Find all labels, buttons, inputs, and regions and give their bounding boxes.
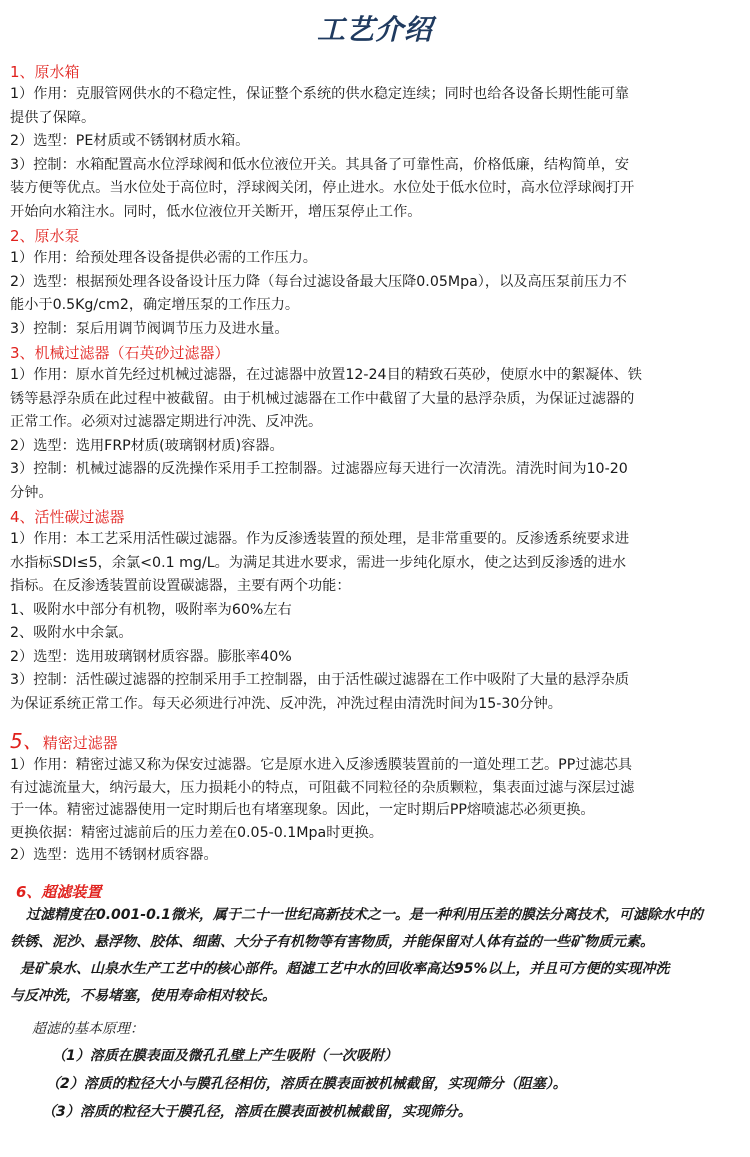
text-line: 正常工作。必须对过滤器定期进行冲洗、反冲洗。 (10, 414, 323, 430)
text-line: 铁锈、泥沙、悬浮物、胶体、细菌、大分子有机物等有害物质，并能保留对人体有益的一些矿物质元素。 (10, 933, 654, 950)
section-label: 精密过滤器 (42, 734, 118, 752)
section-ultrafiltration (10, 881, 740, 1126)
text-line: 能小于0.5Kg/cm2，确定增压泵的工作压力。 (10, 297, 300, 313)
text-line: 1）作用：精密过滤又称为保安过滤器。它是原水进入反渗透膜装置前的一道处理工艺。PP过滤芯具 (10, 757, 633, 773)
text-line: 装方便等优点。当水位处于高位时，浮球阀关闭，停止进水。水位处于低水位时，高水位浮球阀打开 (10, 180, 635, 196)
text-line: 2）选型：选用不锈钢材质容器。 (10, 847, 218, 863)
text-line: 与反冲洗，不易堵塞，使用寿命相对较长。 (10, 987, 276, 1004)
page-title: 工艺介绍 (316, 13, 433, 46)
text-line: 2）选型：选用FRP材质(玻璃钢材质)容器。 (10, 437, 284, 454)
text-line: 1、吸附水中部分有机物，吸附率为60%左右 (10, 601, 292, 618)
section-activated-carbon-filter (10, 506, 740, 716)
section-heading: 1、原水箱 (10, 63, 80, 81)
text-line: 3）控制：泵后用调节阀调节压力及进水量。 (10, 320, 289, 337)
document-body (10, 60, 740, 1126)
section-heading (10, 730, 740, 754)
text-line: 3）控制：机械过滤器的反洗操作采用手工控制器。过滤器应每天进行一次清洗。清洗时间为10-20 (10, 461, 628, 477)
text-line: 更换依据：精密过滤前后的压力差在0.05-0.1Mpa时更换。 (10, 824, 383, 841)
section-precision-filter (10, 730, 740, 867)
section-raw-water-pump (10, 225, 740, 341)
section-heading: 2、原水泵 (10, 227, 80, 245)
text-line: 2、吸附水中余氯。 (10, 625, 133, 641)
section-heading: 4、活性碳过滤器 (10, 508, 125, 526)
text-line: 1）作用：本工艺采用活性碳过滤器。作为反渗透装置的预处理，是非常重要的。反渗透系统要求进 (10, 531, 630, 547)
text-line: 指标。在反渗透装置前设置碳滤器，主要有两个功能： (10, 578, 351, 594)
text-line: 1）作用：原水首先经过机械过滤器，在过滤器中放置12-24目的精致石英砂，使原水中的絮凝体、铁 (10, 367, 642, 383)
text-line: 锈等悬浮杂质在此过程中被截留。由于机械过滤器在工作中截留了大量的悬浮杂质，为保证过滤器的 (10, 390, 635, 407)
section-heading: 6、超滤装置 (16, 882, 102, 901)
section-number: 5、 (10, 729, 43, 753)
text-line: 1）作用：克服管网供水的不稳定性，保证整个系统的供水稳定连续；同时也给各设备长期性能可靠 (10, 86, 630, 102)
principle-item: （2）溶质的粒径大小与膜孔径相仿，溶质在膜表面被机械截留，实现筛分（阻塞）。 (46, 1075, 567, 1092)
text-line: 提供了保障。 (10, 109, 96, 126)
section-raw-water-tank (10, 61, 740, 224)
section-mechanical-filter (10, 342, 740, 505)
principle-item: （1）溶质在膜表面及微孔孔壁上产生吸附（一次吸附） (52, 1047, 398, 1064)
text-line: 1）作用：给预处理各设备提供必需的工作压力。 (10, 250, 317, 266)
text-line: 是矿泉水、山泉水生产工艺中的核心部件。超滤工艺中水的回收率高达95%以上，并且可方便的实现冲洗 (20, 960, 670, 977)
text-line: 3）控制：水箱配置高水位浮球阀和低水位液位开关。其具备了可靠性高，价格低廉，结构简单，安 (10, 156, 630, 173)
text-line: 2）选型：根据预处理各设备设计压力降（每台过滤设备最大压降0.05Mpa），以及高压泵前压力不 (10, 273, 627, 290)
text-line: 3）控制：活性碳过滤器的控制采用手工控制器，由于活性碳过滤器在工作中吸附了大量的悬浮杂质 (10, 672, 630, 688)
section-heading: 3、机械过滤器（石英砂过滤器） (10, 344, 230, 362)
text-line: 2）选型：选用玻璃钢材质容器。膨胀率40% (10, 648, 292, 665)
principle-heading: 超滤的基本原理： (32, 1020, 144, 1037)
text-line: 分钟。 (10, 484, 53, 501)
principle-item: （3）溶质的粒径大于膜孔径，溶质在膜表面被机械截留，实现筛分。 (42, 1103, 472, 1120)
text-line: 过滤精度在0.001-0.1微米，属于二十一世纪高新技术之一。是一种利用压差的膜法分离技术，可滤除水中的 (26, 906, 703, 923)
text-line: 有过滤流量大，纳污最大，压力损耗小的特点，可阻截不同粒径的杂质颗粒，集表面过滤与深层过滤 (10, 779, 635, 796)
text-line: 2）选型：PE材质或不锈钢材质水箱。 (10, 133, 250, 149)
text-line: 为保证系统正常工作。每天必须进行冲洗、反冲洗，冲洗过程由清洗时间为15-30分钟。 (10, 695, 562, 712)
text-line: 开始向水箱注水。同时，低水位液位开关断开，增压泵停止工作。 (10, 203, 422, 220)
text-line: 于一体。精密过滤器使用一定时期后也有堵塞现象。因此，一定时期后PP熔喷滤芯必须更换。 (10, 802, 595, 818)
text-line: 水指标SDI≤5，余氯<0.1 mg/L。为满足其进水要求，需进一步纯化原水，使之达到反渗透的进水 (10, 554, 627, 571)
